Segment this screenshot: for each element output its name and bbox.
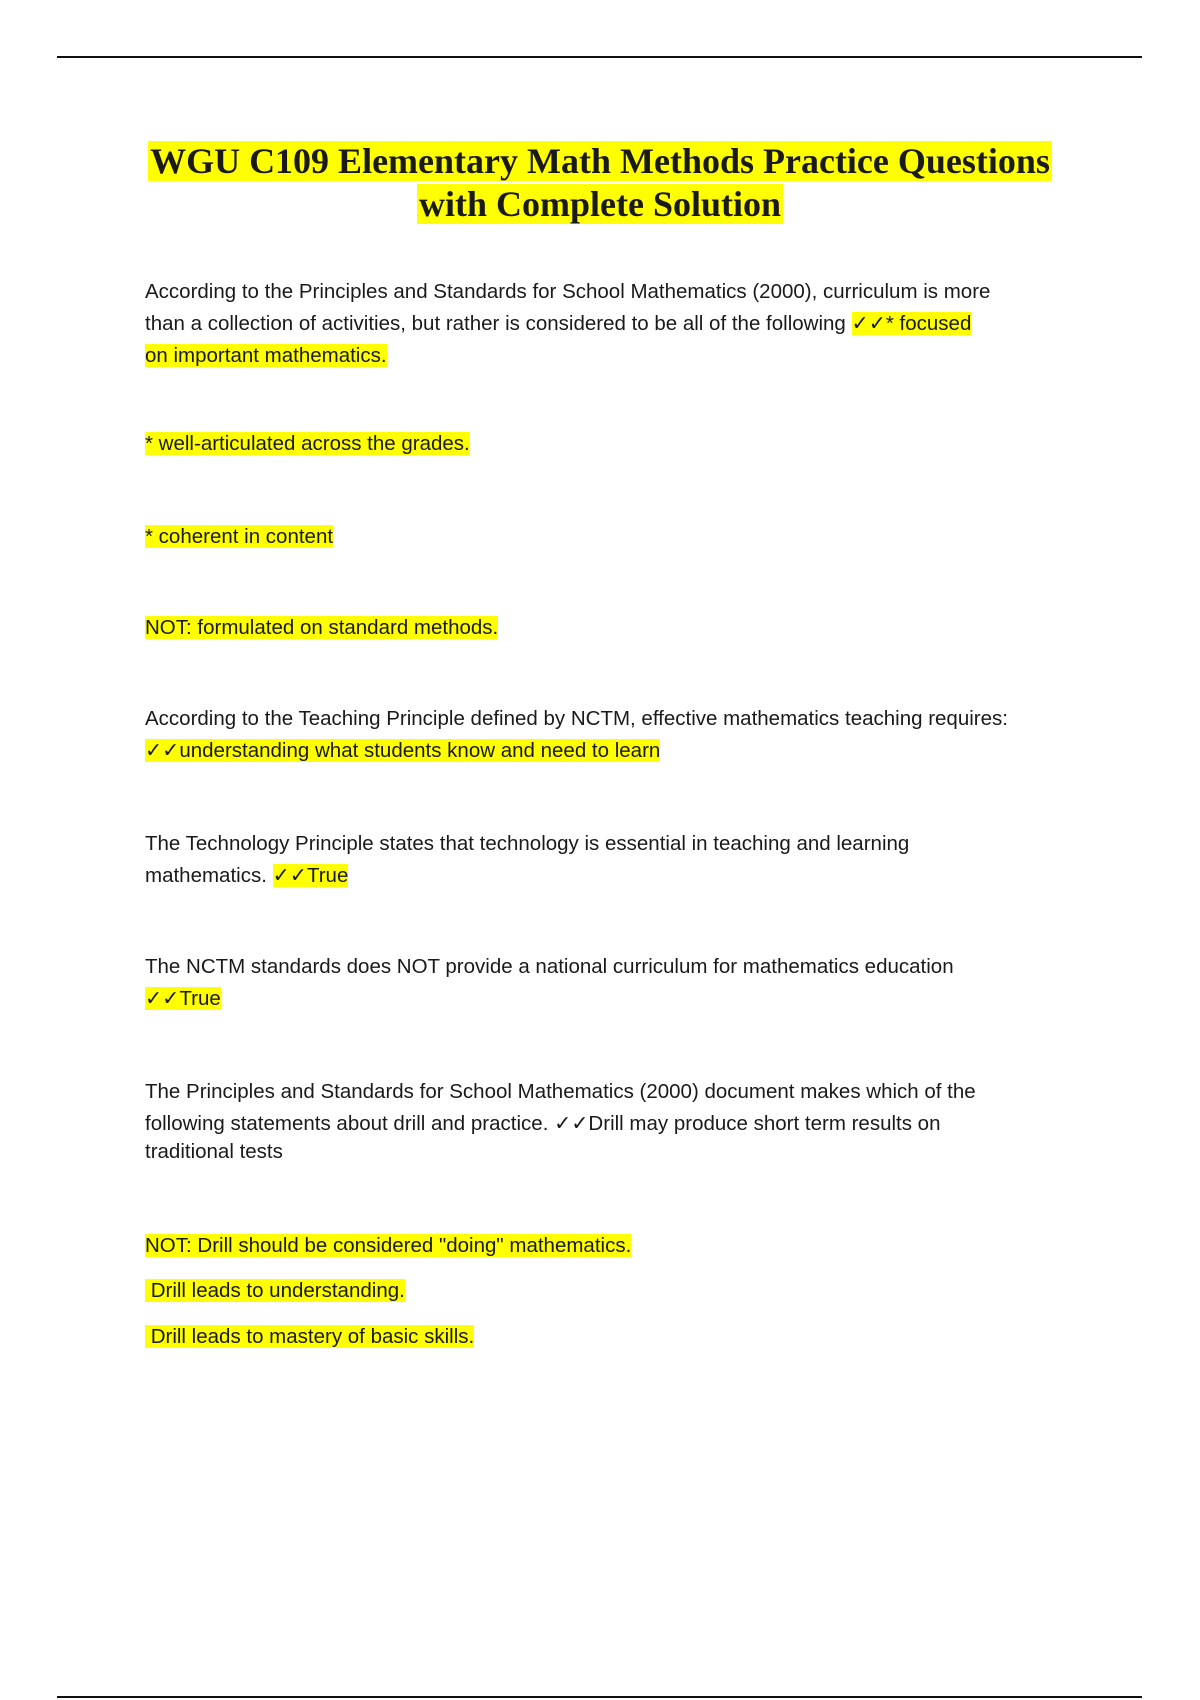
q5-option-3-text: Drill leads to mastery of basic skills. (145, 1325, 475, 1348)
q1-option-1-text: * well-articulated across the grades. (145, 432, 470, 455)
q4-answer: ✓✓True (145, 987, 221, 1010)
q2-question: According to the Teaching Principle defined by NCTM, effective mathematics teaching requires: (145, 707, 1008, 730)
q4-question: The NCTM standards does NOT provide a national curriculum for mathematics education (145, 955, 954, 978)
q5-option-1-text: NOT: Drill should be considered "doing" mathematics. (145, 1234, 632, 1257)
q5-option-2 (145, 1275, 1085, 1307)
q5-option-1 (145, 1230, 1085, 1262)
question-2 (145, 703, 1085, 767)
q5-option-2-text: Drill leads to understanding. (145, 1279, 405, 1302)
q1-option-3 (145, 612, 1085, 644)
q3-answer: ✓✓True (272, 864, 349, 887)
question-3 (145, 828, 1085, 892)
q3-line-2-text: mathematics. (145, 864, 273, 887)
q1-option-2-text: * coherent in content (145, 525, 334, 548)
q5-option-3 (145, 1321, 1085, 1353)
top-rule (57, 56, 1142, 58)
q1-option-2 (145, 521, 1085, 553)
q2-answer-line (145, 735, 1085, 767)
page-title (100, 140, 1100, 226)
q3-line-2 (145, 860, 1085, 892)
q1-line-1: According to the Principles and Standards for School Mathematics (2000), curriculum is more (145, 280, 991, 303)
q1-answer-cont: on important mathematics. (145, 344, 387, 367)
q1-line-2-text: than a collection of activities, but rather is considered to be all of the following (145, 312, 852, 335)
q5-line-1: The Principles and Standards for School Mathematics (2000) document makes which of the (145, 1080, 976, 1103)
q2-answer: ✓✓understanding what students know and need to learn (145, 739, 661, 762)
q3-line-1: The Technology Principle states that technology is essential in teaching and learning (145, 832, 910, 855)
question-1 (145, 276, 1085, 372)
title-line-1: WGU C109 Elementary Math Methods Practice Questions (150, 141, 1050, 181)
question-4 (145, 951, 1085, 1015)
q5-line-3: traditional tests (145, 1140, 283, 1163)
q4-answer-line (145, 983, 1085, 1015)
q5-line-2: following statements about drill and practice. ✓✓Drill may produce short term results on (145, 1112, 941, 1135)
question-5 (145, 1076, 1085, 1168)
q1-answer-start: ✓✓* focused (851, 312, 972, 335)
q1-option-3-text: NOT: formulated on standard methods. (145, 616, 499, 639)
bottom-rule (57, 1696, 1142, 1698)
title-line-2: with Complete Solution (418, 184, 782, 224)
q1-line-2 (145, 308, 1085, 340)
q1-line-3 (145, 340, 1085, 372)
q1-option-1 (145, 428, 1085, 460)
